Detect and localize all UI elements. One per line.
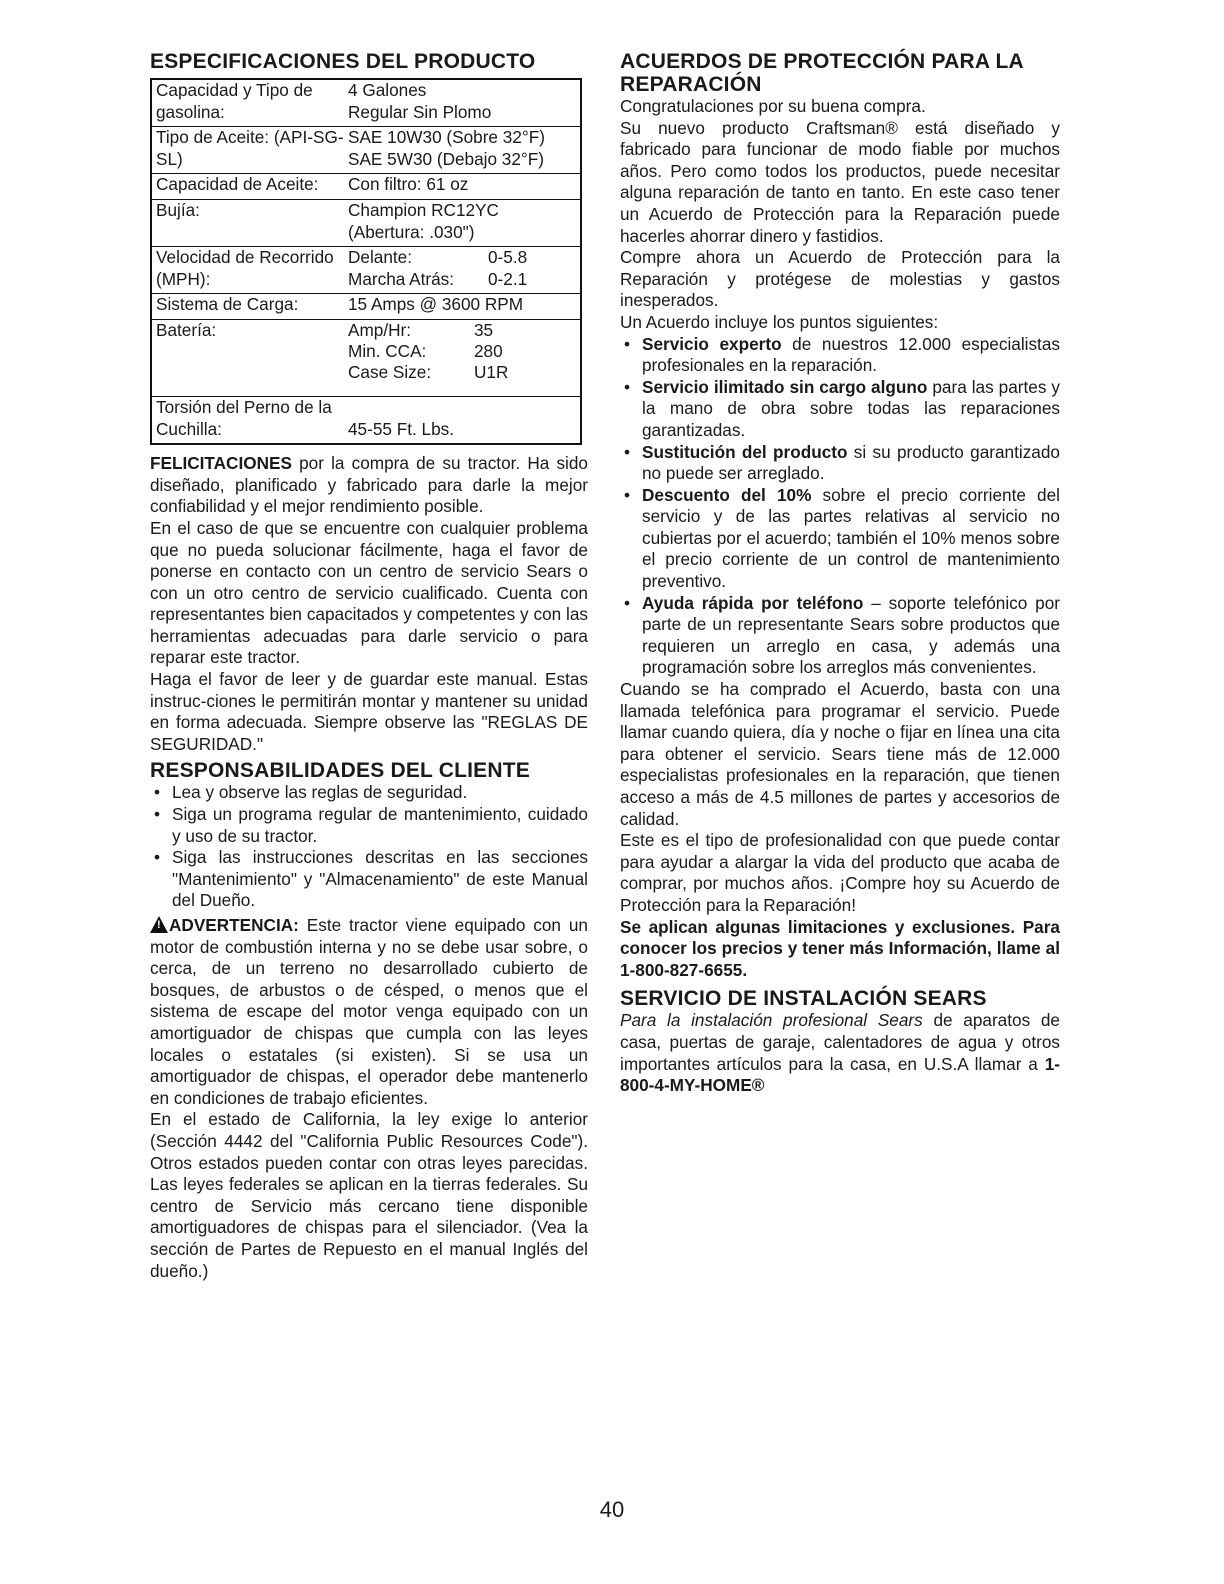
protection-p2: Su nuevo producto Craftsman® está diseñado y fabricado para funcionar de modo fiable por muchos años. Pero como todos los productos, puede necesitar alguna reparación de tanto en tanto. En este caso tener un Acuerdo de Protección para la Reparación puede hacerles ahorrar dinero y fastidios. bbox=[620, 117, 1060, 246]
spec-value bbox=[344, 247, 581, 294]
protection-p5: Cuando se ha comprado el Acuerdo, basta con una llamada telefónica para programar el servicio. Puede llamar cuando quiera, día y noche o fijar en línea una cita para obtener el servicio. Sears tiene más de 12.000 especialistas profesionales en la reparación, que tienen acceso a más de 4.5 millones de partes y accesorios de calidad. bbox=[620, 679, 1060, 829]
spec-key: Sistema de Carga: bbox=[156, 294, 299, 315]
service-paragraph: En el caso de que se encuentre con cualquier problema que no pueda solucionar fácilmente, haga el favor de ponerse en contacto con un centro de servicio Sears o con un otro centro de servicio cualificado. Cuenta con representantes bien capacitados y competentes y con las herramientas adecuadas para darle servicio o para reparar este tractor. bbox=[150, 517, 588, 668]
spec-key: Capacidad y Tipo de gasolina: bbox=[156, 80, 313, 122]
spec-value: 4 Galones Regular Sin Plomo bbox=[348, 80, 492, 122]
benefit-text: de nuestros 12.000 especialistas profesionales en la reparación. bbox=[642, 333, 1060, 376]
left-column bbox=[150, 50, 588, 1282]
california-paragraph: En el estado de California, la ley exige lo anterior (Sección 4442 del "California Public Resources Code"). Otros estados pueden contar con otras leyes parecidas. Las leyes federales se aplican en la tierras federales. Su centro de Servicio más cercano tiene disponible amortiguadores de chispas para el silenciador. (Vea la sección de Partes de Repuesto en el manual Inglés del dueño.) bbox=[150, 1109, 588, 1281]
speed-forward-label: Delante: bbox=[348, 247, 413, 268]
benefit-bold: Ayuda rápida por teléfono bbox=[642, 592, 864, 613]
spec-key: Batería: bbox=[156, 319, 217, 340]
spec-key: Capacidad de Aceite: bbox=[156, 174, 319, 195]
benefit-bold: Descuento del 10% bbox=[642, 484, 812, 505]
list-item bbox=[620, 485, 1060, 593]
list-item bbox=[620, 377, 1060, 442]
speed-forward-value: 0-5.8 bbox=[488, 247, 528, 268]
congrats-paragraph bbox=[150, 453, 588, 518]
sears-install-title: SERVICIO DE INSTALACIÓN SEARS bbox=[620, 987, 987, 1011]
spec-title: ESPECIFICACIONES DEL PRODUCTO bbox=[150, 50, 536, 73]
benefit-text: para las partes y la mano de obra sobre todas las reparaciones garantizadas. bbox=[642, 376, 1060, 440]
benefit-bold: Servicio experto bbox=[642, 333, 782, 354]
speed-reverse-label: Marcha Atrás: bbox=[348, 268, 455, 289]
speed-reverse-value: 0-2.1 bbox=[488, 268, 528, 289]
table-row bbox=[151, 79, 581, 127]
benefit-text: – soporte telefónico por parte de un representante Sears sobre productos que requieren un arreglo en casa, y además una programación sobre los arreglos más convenientes. bbox=[642, 592, 1060, 678]
page-number: 40 bbox=[599, 1497, 625, 1522]
responsibilities-title: RESPONSABILIDADES DEL CLIENTE bbox=[150, 759, 530, 783]
congrats-bold: FELICITACIONES bbox=[150, 453, 292, 474]
battery-case-label: Case Size: bbox=[348, 361, 432, 382]
spec-value: 45-55 Ft. Lbs. bbox=[348, 418, 455, 439]
list-item bbox=[620, 442, 1060, 485]
spec-value: SAE 10W30 (Sobre 32°F) SAE 5W30 (Debajo 32°F) bbox=[348, 127, 545, 169]
list-item bbox=[620, 593, 1060, 679]
protection-p1: Congratulaciones por su buena compra. bbox=[620, 96, 926, 116]
battery-cca-label: Min. CCA: bbox=[348, 340, 427, 361]
list-item: • Siga un programa regular de mantenimiento, cuidado y uso de su tractor. bbox=[150, 804, 588, 847]
table-row bbox=[151, 247, 581, 294]
list-item bbox=[620, 334, 1060, 377]
table-row bbox=[151, 174, 581, 200]
spec-value: Champion RC12YC (Abertura: .030") bbox=[348, 199, 499, 242]
protection-p6: Este es el tipo de profesionalidad con que puede contar para ayudar a alargar la vida del producto que acaba de comprar, por muchos años. ¡Compre hoy su Acuerdo de Protección para la Reparación! bbox=[620, 830, 1060, 915]
sears-install-paragraph bbox=[620, 1010, 1060, 1096]
battery-case-value: U1R bbox=[474, 361, 509, 382]
sears-italic: Para la instalación profesional Sears bbox=[620, 1010, 923, 1031]
benefits-list bbox=[620, 334, 1060, 680]
spec-value: 15 Amps @ 3600 RPM bbox=[348, 294, 524, 315]
spec-key: Velocidad de Recorrido (MPH): bbox=[156, 247, 334, 289]
sears-phone: 1-800-4-MY-HOME® bbox=[620, 1053, 1060, 1096]
table-row bbox=[151, 127, 581, 174]
battery-amphr-label: Amp/Hr: bbox=[348, 319, 412, 340]
benefit-bold: Sustitución del producto bbox=[642, 441, 848, 462]
protection-title: ACUERDOS DE PROTECCIÓN PARA LA REPARACIÓN bbox=[620, 50, 1024, 96]
table-row bbox=[151, 294, 581, 320]
warning-text: Este tractor viene equipado con un motor de combustión interna y no se debe usar sobre, o cerca, de un terreno no desarrollado cubierto de bosques, de arbustos o de césped, o menos que el sistema de escape del motor venga equipado con un amortiguador de chispas que cumpla con las leyes locales o estatales (si existen). Si se usa un amortiguador de chispas, el operador debe mantenerlo en condiciones de trabajo eficientes. bbox=[150, 915, 588, 1108]
spec-key: Torsión del Perno de la Cuchilla: bbox=[156, 396, 332, 439]
table-row bbox=[151, 199, 581, 246]
warning-label: ADVERTENCIA: bbox=[169, 915, 299, 935]
benefit-text: si su producto garantizado no puede ser arreglado. bbox=[642, 441, 1060, 484]
congrats-text: por la compra de su tractor. Ha sido diseñado, planificado y fabricado para darle la mejor confiabilidad y el mejor rendimiento posible. bbox=[150, 453, 588, 517]
battery-cca-value: 280 bbox=[474, 340, 503, 361]
table-row bbox=[151, 396, 581, 444]
spec-key: Bujía: bbox=[156, 199, 200, 220]
right-column bbox=[620, 50, 1060, 1097]
battery-amphr-value: 35 bbox=[474, 319, 494, 340]
warning-paragraph bbox=[150, 915, 588, 1109]
table-row bbox=[151, 319, 581, 396]
list-item: • Siga las instrucciones descritas en las secciones "Mantenimiento" y "Almacenamiento" de este Manual del Dueño. bbox=[150, 847, 588, 912]
spec-key: Tipo de Aceite: (API-SG-SL) bbox=[156, 127, 344, 169]
benefit-bold: Servicio ilimitado sin cargo alguno bbox=[642, 376, 928, 397]
responsibilities-list bbox=[150, 782, 588, 912]
spec-table bbox=[150, 78, 582, 445]
protection-p4: Un Acuerdo incluye los puntos siguientes: bbox=[620, 311, 939, 332]
spec-value bbox=[344, 319, 581, 396]
protection-p3: Compre ahora un Acuerdo de Protección para la Reparación y protégese de molestias y gastos inesperados. bbox=[620, 247, 1060, 311]
list-item: • Lea y observe las reglas de seguridad. bbox=[150, 782, 588, 804]
spec-value: Con filtro: 61 oz bbox=[348, 174, 469, 195]
benefit-text: sobre el precio corriente del servicio y de las partes relativas al servicio no cubiertas por el acuerdo; también el 10% menos sobre el precio corriente de un control de mantenimiento preventivo. bbox=[642, 484, 1060, 592]
warning-icon: ! bbox=[150, 916, 168, 933]
limitations-paragraph: Se aplican algunas limitaciones y exclusiones. Para conocer los precios y tener más Información, llame al 1-800-827-6655. bbox=[620, 916, 1060, 980]
manual-paragraph: Haga el favor de leer y de guardar este manual. Estas instruc-ciones le permitirán montar y mantener su unidad en forma adecuada. Siempre observe las "REGLAS DE SEGURIDAD." bbox=[150, 669, 588, 754]
sears-text: de aparatos de casa, puertas de garaje, calentadores de agua y otros importantes artículos para la casa, en U.S.A llamar a bbox=[620, 1010, 1060, 1074]
